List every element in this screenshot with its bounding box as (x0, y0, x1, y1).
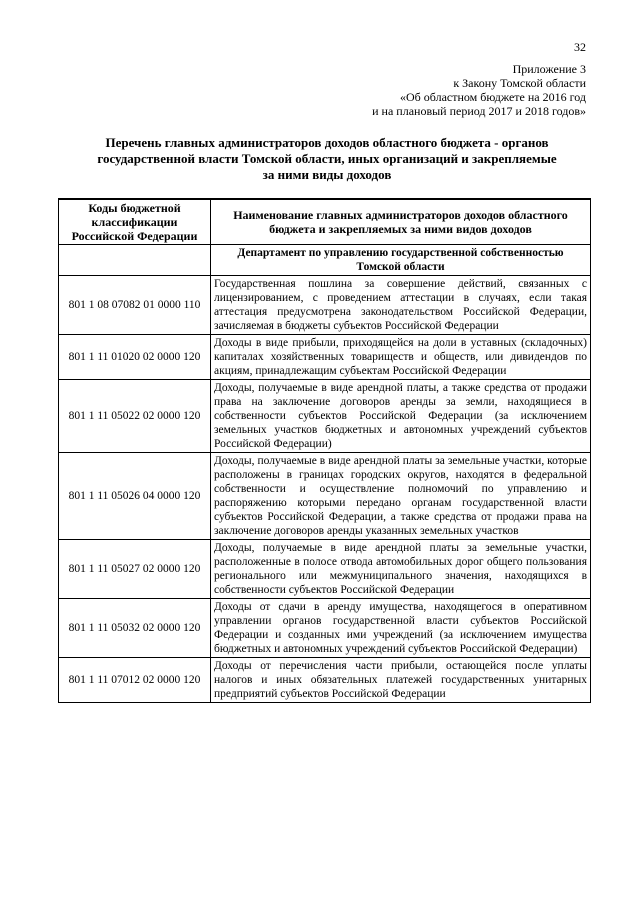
budget-code: 801 1 08 07082 01 0000 110 (59, 276, 211, 335)
table-row (59, 453, 591, 540)
revenue-administrators-table (58, 198, 591, 703)
header-names: Наименование главных администраторов доходов областного бюджета и закрепляемых за ними видов доходов (211, 199, 591, 245)
budget-code: 801 1 11 05032 02 0000 120 (59, 599, 211, 658)
appendix-line: Приложение 3 (512, 62, 586, 76)
department-name: Департамент по управлению государственной собственностью Томской области (211, 245, 591, 276)
table-row (59, 540, 591, 599)
revenue-description: Доходы, получаемые в виде арендной платы за земельные участки, которые расположены в границах городских округов, находятся в федеральной собственности и осуществление полномочий по управлению и распоряжению которыми передано органам государственной власти субъектов Российской Федерации, а также средства от продажи права на заключение договоров аренды указанных земельных участков (211, 453, 591, 540)
table-row (59, 335, 591, 380)
budget-code: 801 1 11 05026 04 0000 120 (59, 453, 211, 540)
revenue-description: Доходы от сдачи в аренду имущества, находящегося в оперативном управлении органов государственной власти субъектов Российской Федерации и созданных ими учреждений (за исключением имущества бюджетных и автономных учреждений субъектов Российской Федерации) (211, 599, 591, 658)
budget-code: 801 1 11 05022 02 0000 120 (59, 380, 211, 453)
appendix-line: и на плановый период 2017 и 2018 годов» (372, 104, 586, 118)
department-code-cell (59, 245, 211, 276)
table-header-row (59, 199, 591, 245)
document-title (72, 135, 582, 183)
title-line: Перечень главных администраторов доходов областного бюджета - органов (105, 135, 549, 150)
table-row (59, 658, 591, 703)
appendix-line: к Закону Томской области (453, 76, 586, 90)
revenue-description: Доходы от перечисления части прибыли, остающейся после уплаты налогов и иных обязательных платежей государственных унитарных предприятий субъектов Российской Федерации (211, 658, 591, 703)
appendix-note (286, 62, 586, 118)
budget-code: 801 1 11 07012 02 0000 120 (59, 658, 211, 703)
table-row (59, 599, 591, 658)
title-line: за ними виды доходов (262, 167, 392, 182)
title-line: государственной власти Томской области, иных организаций и закрепляемые (97, 151, 557, 166)
revenue-description: Доходы, получаемые в виде арендной платы за земельные участки, расположенные в полосе отвода автомобильных дорог общего пользования регионального или межмуниципального значения, находящихся в собственности субъектов Российской Федерации (211, 540, 591, 599)
table-row (59, 380, 591, 453)
revenue-description: Доходы в виде прибыли, приходящейся на доли в уставных (складочных) капиталах хозяйственных товариществ и обществ, или дивидендов по акциям, принадлежащим субъектам Российской Федерации (211, 335, 591, 380)
appendix-line: «Об областном бюджете на 2016 год (400, 90, 586, 104)
budget-code: 801 1 11 01020 02 0000 120 (59, 335, 211, 380)
table-row (59, 276, 591, 335)
page-number: 32 (574, 40, 586, 54)
budget-code: 801 1 11 05027 02 0000 120 (59, 540, 211, 599)
department-row (59, 245, 591, 276)
revenue-description: Доходы, получаемые в виде арендной платы, а также средства от продажи права на заключение договоров аренды за земли, находящиеся в собственности субъектов Российской Федерации (за исключением земельных участков бюджетных и автономных учреждений субъектов Российской Федерации) (211, 380, 591, 453)
header-codes: Коды бюджетной классификации Российской Федерации (59, 199, 211, 245)
revenue-description: Государственная пошлина за совершение действий, связанных с лицензированием, с проведением аттестации в случаях, если такая аттестация предусмотрена законодательством Российской Федерации, зачисляемая в бюджеты субъектов Российской Федерации (211, 276, 591, 335)
